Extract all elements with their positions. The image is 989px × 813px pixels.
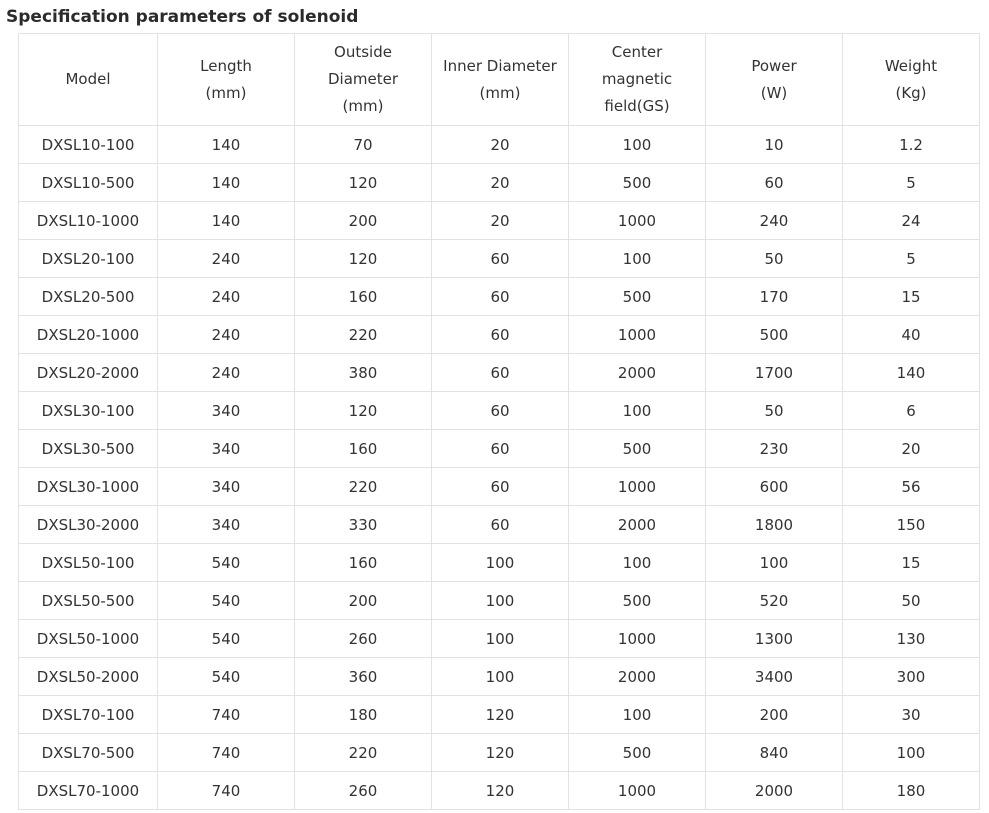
cell-outside-diameter: 360	[295, 658, 432, 696]
cell-weight: 20	[843, 430, 980, 468]
table-row	[19, 392, 980, 430]
header-weight-unit: (Kg)	[895, 83, 927, 102]
cell-inner-diameter: 60	[432, 506, 569, 544]
cell-inner-diameter: 100	[432, 544, 569, 582]
table-row	[19, 164, 980, 202]
header-length-unit: (mm)	[205, 83, 247, 102]
cell-weight: 5	[843, 164, 980, 202]
cell-center-magnetic-field: 100	[569, 544, 706, 582]
cell-weight: 24	[843, 202, 980, 240]
table-row	[19, 620, 980, 658]
cell-power: 840	[706, 734, 843, 772]
cell-model: DXSL30-500	[19, 430, 158, 468]
cell-center-magnetic-field: 500	[569, 164, 706, 202]
table-row	[19, 278, 980, 316]
cell-weight: 180	[843, 772, 980, 810]
cell-outside-diameter: 160	[295, 278, 432, 316]
cell-length: 240	[158, 354, 295, 392]
header-model	[19, 34, 158, 126]
header-center-magnetic-field-line: magnetic	[601, 70, 673, 88]
header-inner-diameter-line: Inner Diameter	[443, 56, 557, 75]
header-weight	[843, 34, 980, 126]
cell-outside-diameter: 180	[295, 696, 432, 734]
cell-length: 140	[158, 126, 295, 164]
header-outside-diameter-line: Diameter	[327, 70, 399, 88]
cell-center-magnetic-field: 100	[569, 240, 706, 278]
cell-outside-diameter: 160	[295, 544, 432, 582]
header-outside-diameter	[295, 34, 432, 126]
header-inner-diameter	[432, 34, 569, 126]
table-row	[19, 696, 980, 734]
cell-model: DXSL70-500	[19, 734, 158, 772]
cell-center-magnetic-field: 2000	[569, 354, 706, 392]
cell-length: 140	[158, 202, 295, 240]
cell-center-magnetic-field: 1000	[569, 772, 706, 810]
table-row	[19, 354, 980, 392]
cell-power: 100	[706, 544, 843, 582]
cell-center-magnetic-field: 1000	[569, 316, 706, 354]
cell-model: DXSL50-500	[19, 582, 158, 620]
header-center-magnetic-field-unit: field(GS)	[604, 97, 670, 115]
cell-weight: 100	[843, 734, 980, 772]
cell-model: DXSL30-1000	[19, 468, 158, 506]
cell-length: 240	[158, 316, 295, 354]
header-power-unit: (W)	[760, 83, 788, 102]
table-row	[19, 506, 980, 544]
cell-length: 540	[158, 582, 295, 620]
cell-center-magnetic-field: 100	[569, 126, 706, 164]
cell-power: 230	[706, 430, 843, 468]
cell-model: DXSL20-2000	[19, 354, 158, 392]
cell-inner-diameter: 60	[432, 278, 569, 316]
cell-center-magnetic-field: 500	[569, 582, 706, 620]
cell-model: DXSL50-1000	[19, 620, 158, 658]
cell-inner-diameter: 20	[432, 126, 569, 164]
page-title: Specification parameters of solenoid	[6, 7, 359, 27]
cell-length: 540	[158, 620, 295, 658]
header-weight-line: Weight	[884, 56, 938, 75]
cell-length: 740	[158, 734, 295, 772]
table-row	[19, 430, 980, 468]
cell-model: DXSL70-1000	[19, 772, 158, 810]
cell-weight: 50	[843, 582, 980, 620]
cell-center-magnetic-field: 500	[569, 430, 706, 468]
cell-outside-diameter: 200	[295, 582, 432, 620]
cell-model: DXSL50-2000	[19, 658, 158, 696]
cell-length: 240	[158, 278, 295, 316]
cell-inner-diameter: 60	[432, 468, 569, 506]
cell-center-magnetic-field: 1000	[569, 620, 706, 658]
cell-weight: 150	[843, 506, 980, 544]
cell-outside-diameter: 220	[295, 734, 432, 772]
cell-weight: 5	[843, 240, 980, 278]
cell-length: 740	[158, 696, 295, 734]
header-model-line: Model	[65, 70, 111, 88]
header-center-magnetic-field	[569, 34, 706, 126]
cell-outside-diameter: 200	[295, 202, 432, 240]
cell-length: 540	[158, 544, 295, 582]
cell-model: DXSL50-100	[19, 544, 158, 582]
cell-center-magnetic-field: 500	[569, 734, 706, 772]
cell-power: 600	[706, 468, 843, 506]
cell-inner-diameter: 60	[432, 392, 569, 430]
cell-outside-diameter: 220	[295, 316, 432, 354]
cell-model: DXSL20-1000	[19, 316, 158, 354]
cell-inner-diameter: 60	[432, 240, 569, 278]
cell-power: 170	[706, 278, 843, 316]
table-row	[19, 582, 980, 620]
spec-table	[18, 33, 980, 810]
cell-outside-diameter: 120	[295, 164, 432, 202]
cell-model: DXSL10-500	[19, 164, 158, 202]
cell-power: 1800	[706, 506, 843, 544]
cell-center-magnetic-field: 500	[569, 278, 706, 316]
table-row	[19, 772, 980, 810]
header-inner-diameter-unit: (mm)	[479, 83, 521, 102]
cell-inner-diameter: 100	[432, 620, 569, 658]
cell-inner-diameter: 60	[432, 430, 569, 468]
cell-model: DXSL10-100	[19, 126, 158, 164]
table-row	[19, 468, 980, 506]
header-outside-diameter-line: Outside	[334, 43, 392, 61]
cell-outside-diameter: 70	[295, 126, 432, 164]
cell-power: 60	[706, 164, 843, 202]
cell-length: 340	[158, 430, 295, 468]
cell-length: 340	[158, 506, 295, 544]
cell-model: DXSL70-100	[19, 696, 158, 734]
cell-weight: 56	[843, 468, 980, 506]
cell-weight: 140	[843, 354, 980, 392]
cell-weight: 300	[843, 658, 980, 696]
header-row	[19, 34, 980, 126]
cell-outside-diameter: 160	[295, 430, 432, 468]
cell-outside-diameter: 220	[295, 468, 432, 506]
cell-length: 740	[158, 772, 295, 810]
cell-outside-diameter: 380	[295, 354, 432, 392]
cell-weight: 30	[843, 696, 980, 734]
cell-inner-diameter: 100	[432, 582, 569, 620]
header-center-magnetic-field-line: Center	[611, 43, 663, 61]
cell-weight: 130	[843, 620, 980, 658]
header-outside-diameter-unit: (mm)	[342, 97, 384, 115]
cell-outside-diameter: 120	[295, 392, 432, 430]
cell-outside-diameter: 120	[295, 240, 432, 278]
table-row	[19, 316, 980, 354]
cell-center-magnetic-field: 2000	[569, 658, 706, 696]
cell-inner-diameter: 60	[432, 354, 569, 392]
cell-length: 340	[158, 392, 295, 430]
table-row	[19, 240, 980, 278]
cell-power: 500	[706, 316, 843, 354]
header-length	[158, 34, 295, 126]
cell-power: 50	[706, 240, 843, 278]
cell-length: 240	[158, 240, 295, 278]
cell-model: DXSL30-2000	[19, 506, 158, 544]
cell-inner-diameter: 120	[432, 734, 569, 772]
cell-inner-diameter: 20	[432, 202, 569, 240]
cell-model: DXSL10-1000	[19, 202, 158, 240]
header-length-line: Length	[200, 56, 252, 75]
cell-inner-diameter: 120	[432, 772, 569, 810]
cell-power: 200	[706, 696, 843, 734]
header-power	[706, 34, 843, 126]
cell-center-magnetic-field: 1000	[569, 468, 706, 506]
cell-outside-diameter: 260	[295, 620, 432, 658]
cell-model: DXSL20-500	[19, 278, 158, 316]
cell-model: DXSL30-100	[19, 392, 158, 430]
cell-power: 1700	[706, 354, 843, 392]
cell-model: DXSL20-100	[19, 240, 158, 278]
cell-weight: 15	[843, 278, 980, 316]
cell-length: 140	[158, 164, 295, 202]
cell-weight: 40	[843, 316, 980, 354]
cell-power: 240	[706, 202, 843, 240]
table-row	[19, 126, 980, 164]
cell-inner-diameter: 20	[432, 164, 569, 202]
cell-outside-diameter: 330	[295, 506, 432, 544]
cell-inner-diameter: 60	[432, 316, 569, 354]
cell-outside-diameter: 260	[295, 772, 432, 810]
cell-inner-diameter: 100	[432, 658, 569, 696]
cell-power: 2000	[706, 772, 843, 810]
cell-center-magnetic-field: 100	[569, 696, 706, 734]
table-row	[19, 544, 980, 582]
cell-power: 520	[706, 582, 843, 620]
cell-length: 540	[158, 658, 295, 696]
cell-weight: 1.2	[843, 126, 980, 164]
cell-power: 1300	[706, 620, 843, 658]
cell-inner-diameter: 120	[432, 696, 569, 734]
cell-power: 50	[706, 392, 843, 430]
cell-length: 340	[158, 468, 295, 506]
table-row	[19, 202, 980, 240]
table-row	[19, 734, 980, 772]
header-power-line: Power	[751, 56, 797, 75]
cell-power: 10	[706, 126, 843, 164]
cell-center-magnetic-field: 2000	[569, 506, 706, 544]
cell-weight: 15	[843, 544, 980, 582]
cell-power: 3400	[706, 658, 843, 696]
cell-weight: 6	[843, 392, 980, 430]
table-row	[19, 658, 980, 696]
cell-center-magnetic-field: 1000	[569, 202, 706, 240]
cell-center-magnetic-field: 100	[569, 392, 706, 430]
